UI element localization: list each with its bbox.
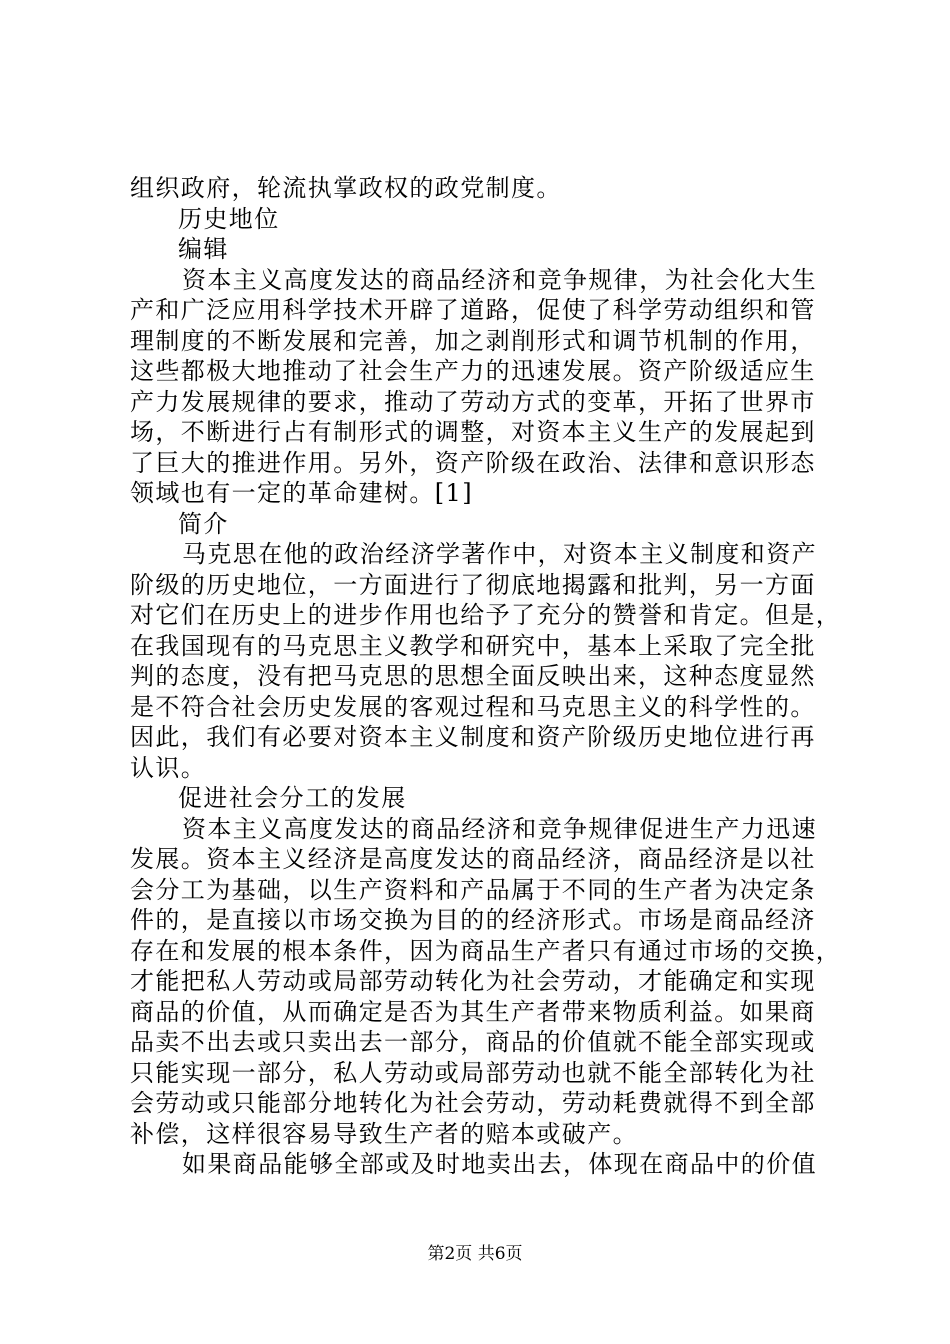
text-line: 如果商品能够全部或及时地卖出去，体现在商品中的价值 [182,1150,817,1178]
text-line: 存在和发展的根本条件，因为商品生产者只有通过市场的交换， [130,936,842,965]
section-heading: 历史地位 [178,204,280,233]
text-line: 资本主义高度发达的商品经济和竞争规律促进生产力迅速 [182,814,817,843]
text-line: 资本主义高度发达的商品经济和竞争规律，为社会化大生 [182,265,817,294]
text-line: 会分工为基础，以生产资料和产品属于不同的生产者为决定条 [130,875,816,904]
section-heading: 简介 [178,509,229,538]
text-line: 产和广泛应用科学技术开辟了道路，促使了科学劳动组织和管 [130,296,816,324]
section-heading: 编辑 [178,235,229,263]
page-footer: 第2页 共6页 [427,1244,523,1264]
text-line: 品卖不出去或只卖出去一部分，商品的价值就不能全部实现或 [130,1028,816,1056]
text-line: 判的态度，没有把马克思的思想全面反映出来，这种态度显然 [130,662,816,690]
paragraph [130,539,842,783]
text-line: 件的，是直接以市场交换为目的的经济形式。市场是商品经济 [130,906,816,934]
paragraph [130,1149,830,1180]
text-line: 认识。 [130,753,207,782]
text-line: 补偿，这样很容易导致生产者的赔本或破产。 [130,1119,638,1148]
text-line: 是不符合社会历史发展的客观过程和马克思主义的科学性的。 [130,692,816,721]
text-line: 会劳动或只能部分地转化为社会劳动，劳动耗费就得不到全部 [130,1089,816,1117]
text-line: 商品的价值，从而确定是否为其生产者带来物质利益。如果商 [130,997,816,1026]
text-line: 领域也有一定的革命建树。[1] [130,479,473,507]
paragraph [130,265,830,509]
text-line: 阶级的历史地位，一方面进行了彻底地揭露和批判，另一方面 [130,570,816,599]
text-line: 在我国现有的马克思主义教学和研究中，基本上采取了完全批 [130,631,816,660]
section-heading: 促进社会分工的发展 [178,784,407,812]
text-line: 理制度的不断发展和完善，加之剥削形式和调节机制的作用， [130,326,816,355]
text-line: 马克思在他的政治经济学著作中，对资本主义制度和资产 [182,540,817,568]
text-block [130,173,830,204]
text-line: 组织政府，轮流执掌政权的政党制度。 [130,174,562,202]
text-line: 对它们在历史上的进步作用也给予了充分的赞誉和肯定。但是， [130,601,842,629]
text-line: 发展。资本主义经济是高度发达的商品经济，商品经济是以社 [130,845,816,873]
text-line: 才能把私人劳动或局部劳动转化为社会劳动，才能确定和实现 [130,967,816,995]
document-body [130,173,842,1180]
text-line: 只能实现一部分，私人劳动或局部劳动也就不能全部转化为社 [130,1058,816,1087]
text-line: 场，不断进行占有制形式的调整，对资本主义生产的发展起到 [130,418,816,446]
text-line: 因此，我们有必要对资本主义制度和资产阶级历史地位进行再 [130,723,816,751]
text-line: 产力发展规律的要求，推动了劳动方式的变革，开拓了世界市 [130,387,816,416]
paragraph [130,814,842,1150]
text-line: 这些都极大地推动了社会生产力的迅速发展。资产阶级适应生 [130,357,816,385]
text-line: 了巨大的推进作用。另外，资产阶级在政治、法律和意识形态 [130,448,816,477]
